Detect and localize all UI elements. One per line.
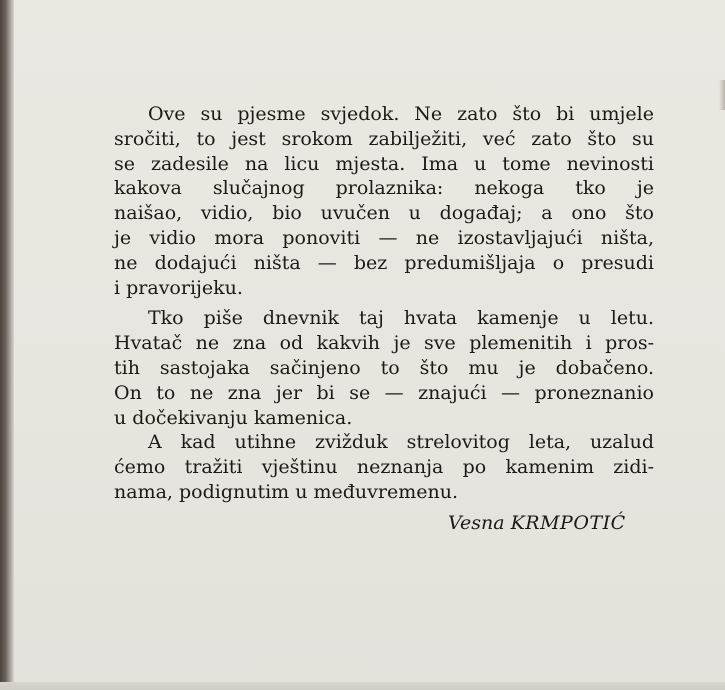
- text-line: je vidio mora ponoviti — ne izostavljajući ništa,: [114, 226, 654, 249]
- page-edge: [719, 80, 725, 110]
- text-line: kakova slučajnog prolaznika: nekoga tko je: [114, 177, 654, 200]
- text-line: Tko piše dnevnik taj hvata kamenje u letu.: [148, 307, 654, 330]
- text-line: sročiti, to jest srokom zabilježiti, već zato što su: [114, 127, 654, 150]
- text-line: u dočekivanju kamenica.: [114, 406, 353, 429]
- text-line: On to ne zna jer bi se — znajući — proneznanio: [114, 381, 654, 404]
- book-spine-shadow: [0, 0, 14, 690]
- author-signature: [448, 512, 626, 534]
- paragraph-3: [114, 430, 654, 504]
- text-line: ćemo tražiti vještinu neznanja po kamenim zidi-: [114, 456, 654, 479]
- text-line: tih sastojaka sačinjeno to što mu je dobačeno.: [114, 356, 654, 379]
- body-text: [114, 102, 654, 505]
- author-first-name: Vesna: [448, 512, 505, 534]
- text-line: A kad utihne zvižduk strelovitog leta, uzalud: [148, 431, 654, 454]
- text-line: ne dodajući ništa — bez predumišljaja o presudi: [114, 251, 654, 274]
- text-line: Ove su pjesme svjedok. Ne zato što bi umjele: [148, 103, 654, 125]
- text-line: se zadesile na licu mjesta. Ima u tome nevinosti: [114, 152, 654, 175]
- text-line: i pravorijeku.: [114, 276, 243, 299]
- author-surname: KRMPOTIĆ: [510, 512, 626, 534]
- text-line: Hvatač ne zna od kakvih je sve plemenitih i pros-: [114, 332, 654, 355]
- paragraph-1: [114, 102, 654, 300]
- page-bottom-edge: [0, 682, 725, 690]
- text-line: naišao, vidio, bio uvučen u događaj; a ono što: [114, 202, 654, 225]
- paragraph-2: [114, 306, 654, 430]
- text-line: nama, podignutim u međuvremenu.: [114, 480, 459, 503]
